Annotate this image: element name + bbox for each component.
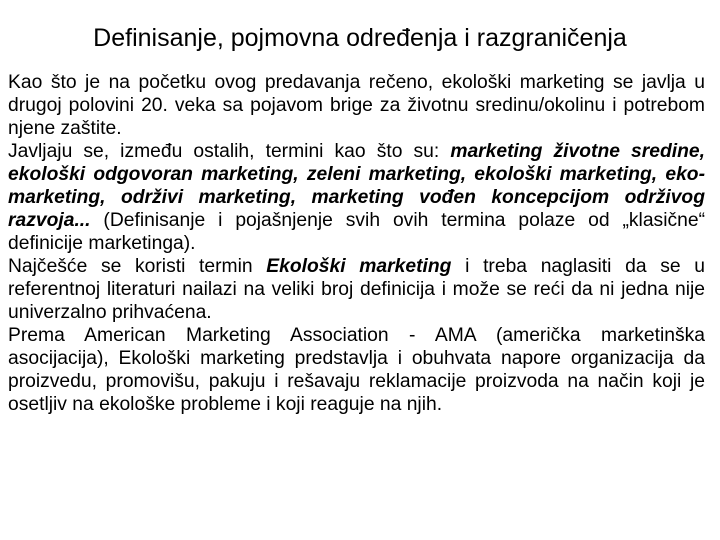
paragraph-ama-definition — [8, 324, 705, 416]
paragraph-common-term-intro: Najčešće se koristi termin — [8, 256, 267, 277]
paragraph-origin — [8, 71, 705, 140]
paragraph-terms-outro: (Definisanje i pojašnjenje svih ovih termina polaze od „klasične“ definicije marketinga). — [8, 210, 705, 254]
paragraph-terms-intro: Javljaju se, između ostalih, termini kao što su: — [8, 141, 451, 162]
paragraph-common-term-outro: i treba naglasiti da se u referentnoj literaturi nailazi na veliki broj definicija i može se reći da ni jedna nije univerzalno prihvaćena. — [8, 256, 706, 323]
highlighted-term: Ekološki marketing — [266, 256, 452, 277]
terms-list: marketing životne sredine, ekološki odgovoran marketing, zeleni marketing, ekološki marketing, eko-marketing, održivi marketing, marketing vođen koncepcijom održivog razvoja... — [8, 141, 705, 231]
paragraph-origin-text: Kao što je na početku ovog predavanja rečeno, ekološki marketing se javlja u drugoj polovini 20. veka sa pojavom brige za životnu sredinu/okolinu i potrebom njene zaštite. — [8, 72, 705, 139]
paragraph-terms — [8, 140, 705, 255]
paragraph-common-term — [8, 255, 705, 324]
slide-title: Definisanje, pojmovna određenja i razgraničenja — [93, 24, 627, 52]
paragraph-ama-definition-text: Prema American Marketing Association - AMA (američka marketinška asocijacija), Ekološki marketing predstavlja i obuhvata napore organizacija da proizvedu, promovišu, pakuju i rešavaju reklamacije proizvoda na način koji je osetljiv na ekološke probleme i koji reaguje na njih. — [8, 325, 705, 415]
slide-body — [8, 71, 705, 416]
